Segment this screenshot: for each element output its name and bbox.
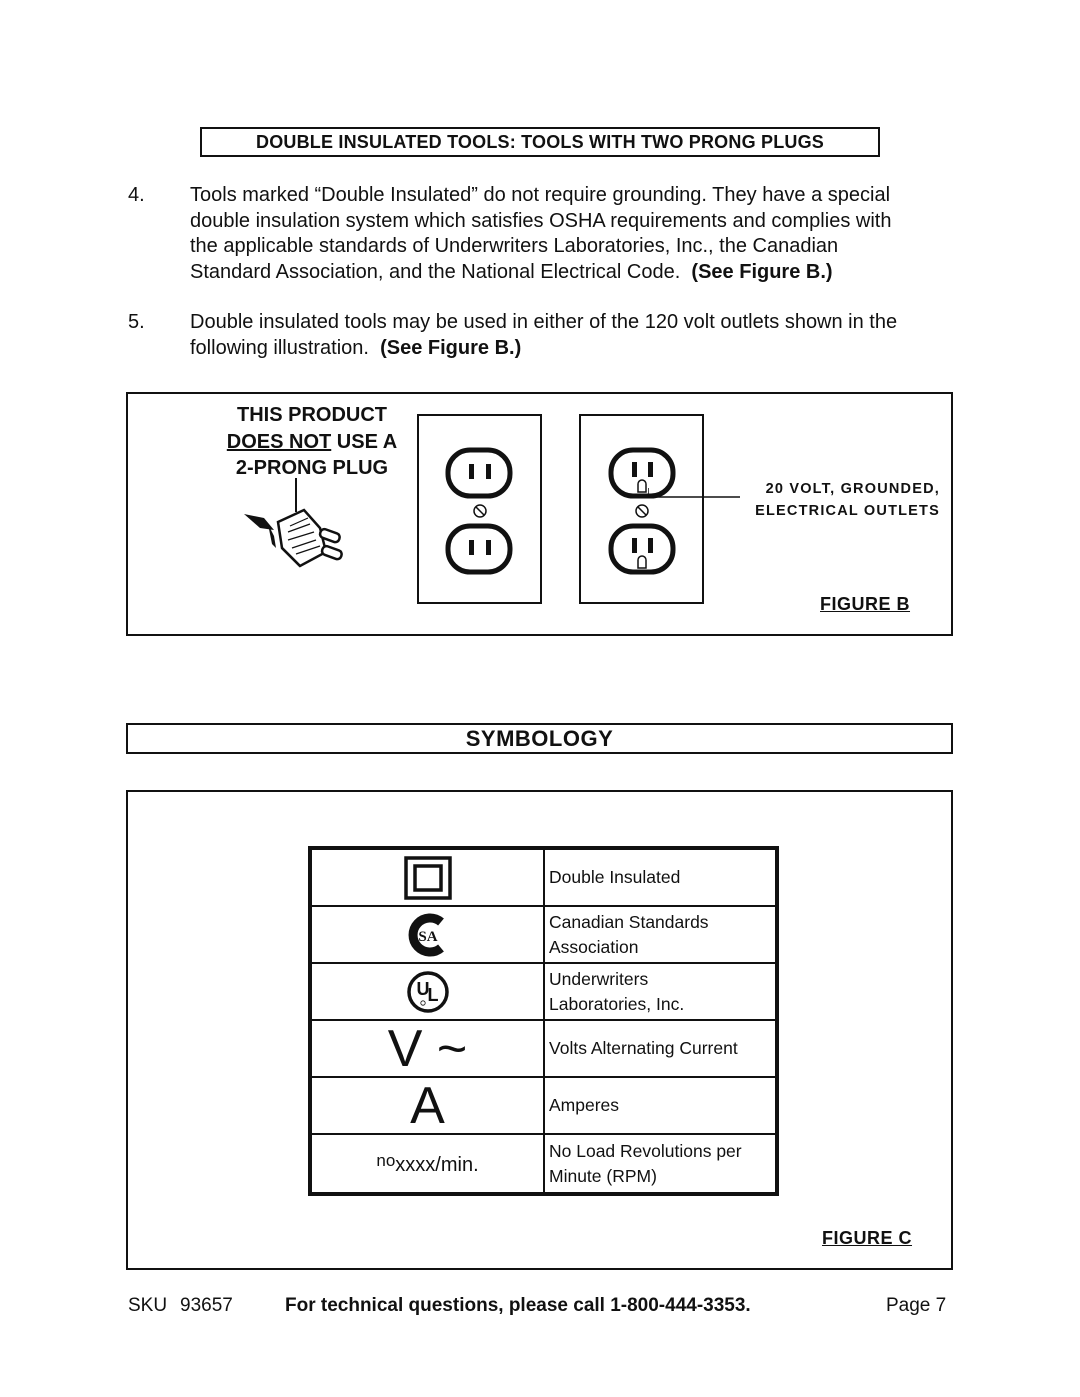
figure-c xyxy=(126,790,953,1270)
ul-logo-icon xyxy=(406,970,450,1014)
description-cell xyxy=(549,1021,771,1076)
warning-text-line xyxy=(212,431,412,454)
figure-caption: FIGURE C xyxy=(822,1228,913,1248)
figure-reference: (See Figure B.) xyxy=(380,336,522,359)
description-cell xyxy=(549,907,771,962)
page-number: Page 7 xyxy=(886,1295,947,1316)
outlet-icon xyxy=(419,416,540,602)
figure-caption: FIGURE B xyxy=(820,594,911,614)
warning-text-line: THIS PRODUCT xyxy=(237,404,387,426)
item-line: the applicable standards of Underwriters Laboratories, Inc., the Canadian xyxy=(190,235,839,257)
item-line: Standard Association, and the National Electrical Code. xyxy=(190,260,681,283)
symbol-cell xyxy=(312,850,545,905)
volts-ac-symbol: V ~ xyxy=(387,1019,468,1078)
description-line: Association xyxy=(549,936,639,957)
description-cell xyxy=(549,1135,771,1192)
symbol-table xyxy=(308,846,779,1196)
description-line: Minute (RPM) xyxy=(549,1165,657,1186)
description-cell xyxy=(549,1078,771,1133)
symbol-cell xyxy=(312,1021,545,1076)
symbol-cell xyxy=(312,964,545,1019)
svg-text:SA: SA xyxy=(417,928,438,945)
item-line: double insulation system which satisfies OSHA requirements and complies with xyxy=(190,209,892,232)
rpm-symbol-text: xxxx/min. xyxy=(395,1154,479,1176)
list-item xyxy=(128,183,948,287)
outlet-icon xyxy=(581,416,702,602)
item-number: 4. xyxy=(128,184,145,206)
rpm-symbol xyxy=(376,1151,479,1177)
symbol-cell xyxy=(312,907,545,962)
rpm-symbol-prefix: no xyxy=(376,1151,396,1170)
outlet-label-line: 20 VOLT, GROUNDED, xyxy=(765,481,940,497)
table-row xyxy=(312,964,775,1021)
grounded-outlet-plate xyxy=(579,414,704,604)
warning-text-line: 2-PRONG PLUG xyxy=(235,457,389,479)
table-row xyxy=(312,1021,775,1078)
double-insulated-square-icon xyxy=(404,856,452,900)
symbol-cell xyxy=(312,1078,545,1133)
table-row xyxy=(312,850,775,907)
sku-number: 93657 xyxy=(180,1295,233,1316)
figure-reference: (See Figure B.) xyxy=(691,260,833,283)
description-cell xyxy=(549,964,771,1019)
item-line: Tools marked “Double Insulated” do not require grounding. They have a special xyxy=(190,184,891,206)
description-line: Underwriters xyxy=(549,968,649,989)
outlet-label-line: ELECTRICAL OUTLETS xyxy=(755,503,940,519)
section-heading: DOUBLE INSULATED TOOLS: TOOLS WITH TWO PRONG PLUGS xyxy=(200,127,880,157)
warning-text: USE A xyxy=(331,431,398,453)
symbol-cell xyxy=(312,1135,545,1192)
table-row xyxy=(312,1135,775,1192)
svg-text:L: L xyxy=(427,984,438,1005)
description-line: Amperes xyxy=(549,1095,620,1115)
technical-support-line: For technical questions, please call 1-800-444-3353. xyxy=(285,1295,751,1316)
table-row xyxy=(312,907,775,964)
description-line: Laboratories, Inc. xyxy=(549,993,685,1014)
description-line: Double Insulated xyxy=(549,867,681,887)
item-line: following illustration. xyxy=(190,336,369,359)
description-line: Volts Alternating Current xyxy=(549,1038,738,1058)
two-slot-outlet-plate xyxy=(417,414,542,604)
item-line: Double insulated tools may be used in either of the 120 volt outlets shown in the xyxy=(190,311,898,333)
table-row xyxy=(312,1078,775,1135)
csa-logo-icon xyxy=(407,913,449,957)
warning-underlined-text: DOES NOT xyxy=(226,431,332,453)
description-cell xyxy=(549,850,771,905)
list-item xyxy=(128,310,948,362)
description-line: Canadian Standards xyxy=(549,911,709,932)
figure-b xyxy=(126,392,953,636)
amperes-symbol: A xyxy=(410,1076,445,1135)
item-number: 5. xyxy=(128,311,145,333)
sku-label: SKU xyxy=(128,1295,168,1316)
svg-text:U: U xyxy=(416,978,429,999)
description-line: No Load Revolutions per xyxy=(549,1140,742,1161)
two-prong-plug-icon xyxy=(238,478,348,582)
symbology-title: SYMBOLOGY xyxy=(126,723,953,754)
